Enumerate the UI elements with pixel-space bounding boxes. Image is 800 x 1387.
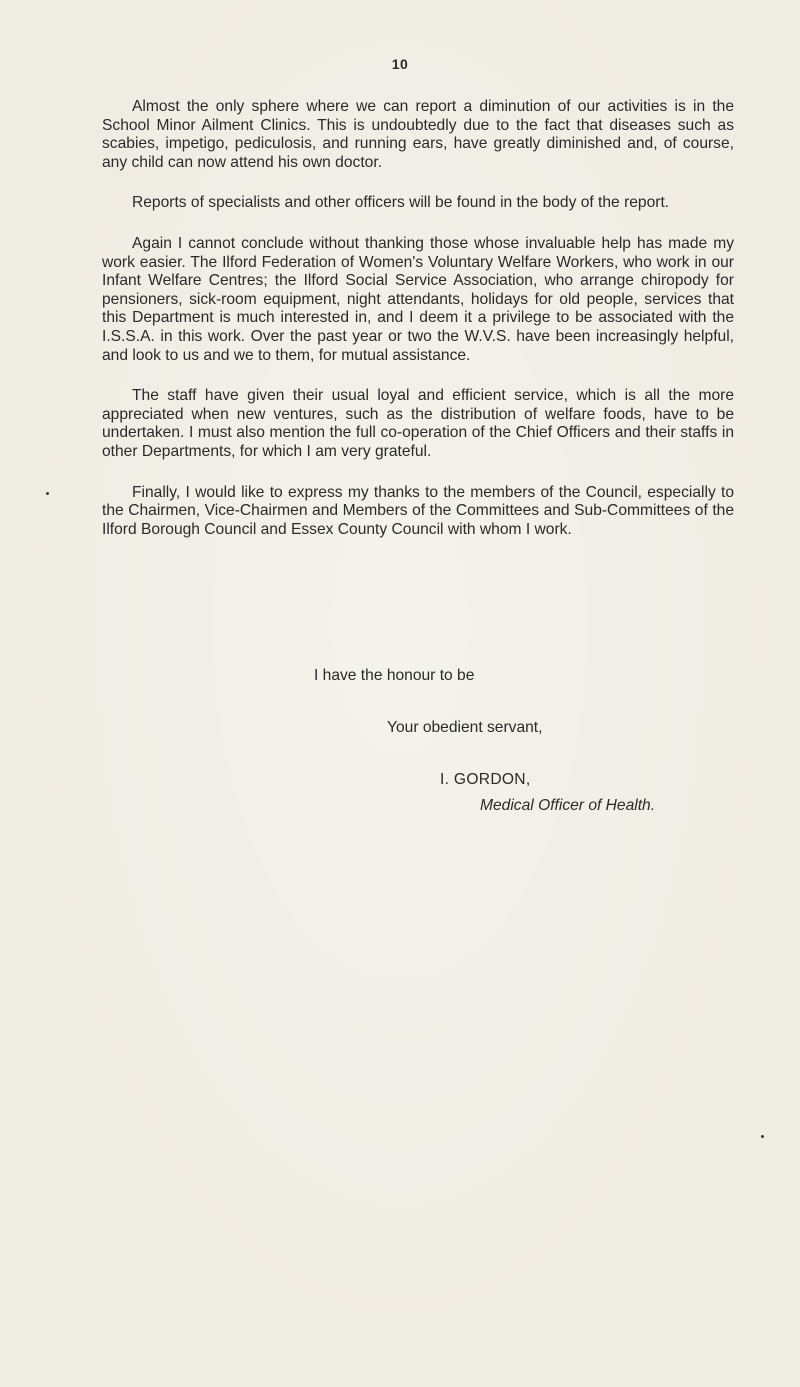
closing-servant: Your obedient servant, bbox=[387, 719, 543, 736]
paragraph-specialist-reports: Reports of specialists and other officers will be found in the body of the report. bbox=[132, 194, 670, 212]
paper-speck bbox=[761, 1135, 764, 1138]
paragraph-staff-service: The staff have given their usual loyal and efficient service, which is all the more appreciated when new ventures, such as the distribution of welfare foods, have to be undertaken. I must also mention the full co-operation of the Chief Officers and their staffs in other Departments, for which I am very grateful. bbox=[102, 387, 734, 460]
closing-honour: I have the honour to be bbox=[314, 667, 475, 684]
letter-body bbox=[102, 98, 734, 561]
paragraph-acknowledgements: Again I cannot conclude without thanking those whose invaluable help has made my work easier. The Ilford Federation of Women's Voluntary Welfare Workers, who work in our Infant Welfare Centres; the Ilford Social Service Association, who arrange chiropody for pensioners, sick-room equipment, night attendants, holidays for old people, services that this Department is much interested in, and I deem it a privilege to be associated with the I.S.S.A. in this work. Over the past year or two the W.V.S. have been increasingly helpful, and look to us and we to them, for mutual assistance. bbox=[102, 234, 734, 364]
signature-title: Medical Officer of Health. bbox=[480, 797, 656, 814]
paragraph-council-thanks: Finally, I would like to express my thanks to the members of the Council, especially to the Chairmen, Vice-Chairmen and Members of the Committees and Sub-Committees of the Ilford Borough Council and Essex County Council with whom I work. bbox=[102, 483, 734, 538]
signature-name: I. GORDON, bbox=[440, 771, 531, 788]
page-number: 10 bbox=[391, 56, 409, 72]
paragraph-minor-ailment-clinics: Almost the only sphere where we can report a diminution of our activities is in the School Minor Ailment Clinics. This is undoubtedly due to the fact that diseases such as scabies, impetigo, pediculosis, and running ears, have greatly diminished and, of course, any child can now attend his own doctor. bbox=[102, 98, 734, 171]
paper-speck bbox=[46, 492, 49, 495]
